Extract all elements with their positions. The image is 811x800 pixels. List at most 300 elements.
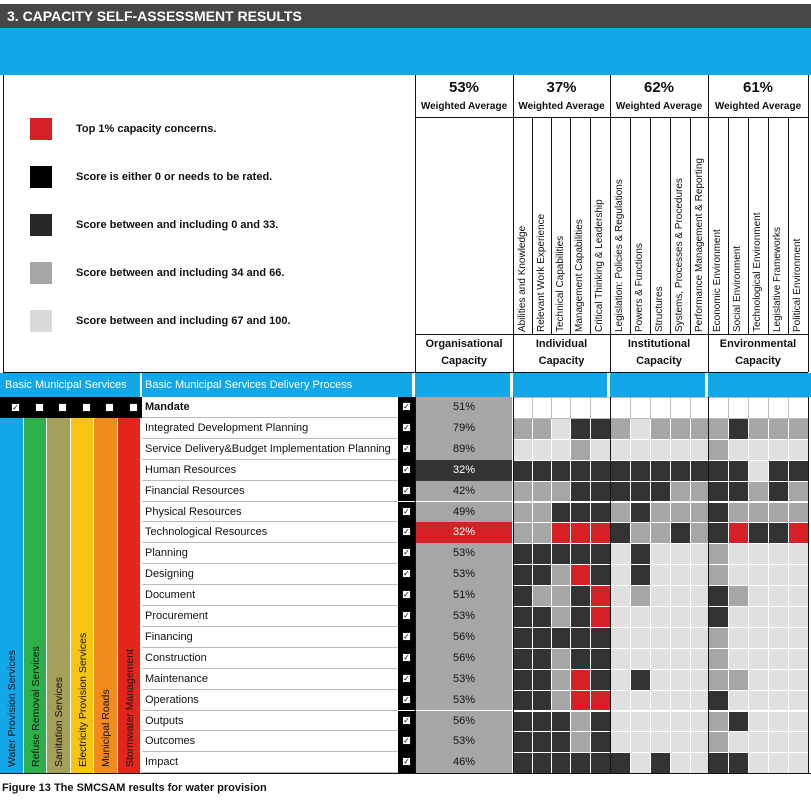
heatmap-cell bbox=[591, 398, 610, 418]
service-checkbox[interactable]: ✓ bbox=[12, 403, 19, 412]
service-label: Sanitation Services bbox=[53, 677, 65, 768]
heatmap-cell bbox=[709, 398, 728, 418]
process-label: Planning bbox=[145, 547, 188, 560]
header-line bbox=[708, 75, 709, 372]
heatmap-cell bbox=[611, 523, 630, 543]
organisational-score: 53% bbox=[416, 564, 512, 585]
heatmap-cell bbox=[514, 732, 532, 752]
heatmap-cell bbox=[533, 461, 551, 481]
process-label: Designing bbox=[145, 568, 194, 581]
heatmap-cell bbox=[709, 419, 728, 439]
heatmap-cell bbox=[691, 398, 708, 418]
grid-border bbox=[708, 397, 709, 773]
heatmap-cell bbox=[631, 691, 650, 711]
heatmap-cell bbox=[691, 461, 708, 481]
heatmap-cell bbox=[571, 670, 590, 690]
column-header: Structures bbox=[654, 286, 665, 332]
heatmap-cell bbox=[631, 670, 650, 690]
heatmap-cell bbox=[552, 440, 570, 460]
heatmap-cell bbox=[651, 544, 670, 564]
row-checkbox[interactable]: ✓ bbox=[403, 569, 410, 579]
group-weighted-average: 53% bbox=[448, 79, 480, 96]
heatmap-cell bbox=[671, 419, 690, 439]
heatmap-cell bbox=[631, 482, 650, 502]
heatmap-cell bbox=[514, 544, 532, 564]
heatmap-cell bbox=[651, 419, 670, 439]
heatmap-cell bbox=[514, 586, 532, 606]
row-checkbox[interactable]: ✓ bbox=[403, 464, 410, 474]
heatmap-cell bbox=[514, 440, 532, 460]
organisational-score: 53% bbox=[416, 669, 512, 690]
band-gap bbox=[412, 373, 415, 397]
heatmap-cell bbox=[651, 482, 670, 502]
heatmap-cell bbox=[749, 753, 768, 773]
heatmap-cell bbox=[533, 398, 551, 418]
heatmap-cell bbox=[709, 649, 728, 669]
column-header: Management Capabilities bbox=[574, 219, 585, 332]
heatmap-cell bbox=[571, 523, 590, 543]
column-header: Abilities and Knowledge bbox=[517, 225, 528, 332]
group-label: Capacity bbox=[538, 355, 585, 367]
column-header: Political Environment bbox=[792, 238, 803, 332]
service-bar[interactable] bbox=[94, 418, 117, 773]
heatmap-cell bbox=[671, 607, 690, 627]
service-label: Water Provision Services bbox=[6, 650, 18, 768]
heatmap-cell bbox=[691, 691, 708, 711]
heatmap-cell bbox=[749, 628, 768, 648]
heatmap-cell bbox=[671, 732, 690, 752]
column-divider bbox=[748, 117, 749, 334]
row-checkbox[interactable]: ✓ bbox=[403, 611, 410, 620]
heatmap-cell bbox=[671, 691, 690, 711]
group-weighted-average: 62% bbox=[643, 79, 675, 96]
heatmap-cell bbox=[611, 398, 630, 418]
heatmap-cell bbox=[514, 419, 532, 439]
row-checkbox[interactable]: ✓ bbox=[403, 590, 410, 600]
heatmap-cell bbox=[749, 461, 768, 481]
heatmap-cell bbox=[514, 670, 532, 690]
heatmap-cell bbox=[533, 753, 551, 773]
heatmap-cell bbox=[571, 440, 590, 460]
heatmap-cell bbox=[514, 712, 532, 732]
row-checkbox[interactable]: ✓ bbox=[403, 548, 410, 558]
heatmap-cell bbox=[651, 503, 670, 523]
legend-text: Score is either 0 or needs to be rated. bbox=[76, 171, 273, 183]
heatmap-cell bbox=[671, 523, 690, 543]
frame-line bbox=[3, 75, 4, 372]
row-checkbox[interactable]: ✓ bbox=[403, 506, 410, 516]
heatmap-cell bbox=[591, 482, 610, 502]
heatmap-cell bbox=[789, 503, 808, 523]
heatmap-cell bbox=[651, 440, 670, 460]
heatmap-cell bbox=[552, 670, 570, 690]
legend-swatch bbox=[30, 118, 52, 140]
legend-text: Score between and including 0 and 33. bbox=[76, 219, 279, 231]
process-label: Physical Resources bbox=[145, 505, 242, 518]
process-label: Impact bbox=[145, 756, 179, 769]
heatmap-cell bbox=[611, 544, 630, 564]
heatmap-cell bbox=[514, 482, 532, 502]
heatmap-cell bbox=[691, 712, 708, 732]
heatmap-cell bbox=[769, 440, 788, 460]
service-bar[interactable] bbox=[47, 418, 70, 773]
heatmap-cell bbox=[571, 398, 590, 418]
heatmap-cell bbox=[729, 712, 748, 732]
heatmap-cell bbox=[651, 586, 670, 606]
heatmap-cell bbox=[789, 440, 808, 460]
heatmap-cell bbox=[691, 628, 708, 648]
heatmap-cell bbox=[611, 503, 630, 523]
heatmap-cell bbox=[533, 628, 551, 648]
process-label: Outcomes bbox=[145, 735, 196, 748]
service-checkbox[interactable] bbox=[129, 403, 138, 412]
heatmap-cell bbox=[729, 398, 748, 418]
heatmap-cell bbox=[631, 586, 650, 606]
heatmap-cell bbox=[789, 565, 808, 585]
heatmap-cell bbox=[691, 565, 708, 585]
heatmap-cell bbox=[729, 607, 748, 627]
heatmap-cell bbox=[591, 670, 610, 690]
heatmap-cell bbox=[611, 691, 630, 711]
heatmap-cell bbox=[789, 544, 808, 564]
heatmap-cell bbox=[671, 398, 690, 418]
heatmap-cell bbox=[709, 565, 728, 585]
group-label: Capacity bbox=[636, 355, 682, 367]
heatmap-cell bbox=[591, 732, 610, 752]
heatmap-cell bbox=[709, 607, 728, 627]
organisational-score: 32% bbox=[416, 522, 512, 543]
heatmap-cell bbox=[651, 628, 670, 648]
heatmap-cell bbox=[651, 523, 670, 543]
heatmap-cell bbox=[789, 607, 808, 627]
organisational-score: 42% bbox=[416, 481, 512, 502]
heatmap-cell bbox=[651, 607, 670, 627]
heatmap-cell bbox=[533, 440, 551, 460]
heatmap-cell bbox=[769, 649, 788, 669]
heatmap-cell bbox=[671, 586, 690, 606]
heatmap-cell bbox=[729, 419, 748, 439]
heatmap-cell bbox=[749, 586, 768, 606]
grid-border bbox=[808, 397, 809, 773]
mandate-checkbox-bar bbox=[0, 397, 142, 418]
heatmap-cell bbox=[709, 482, 728, 502]
heatmap-cell bbox=[671, 544, 690, 564]
heatmap-cell bbox=[651, 732, 670, 752]
heatmap-cell bbox=[552, 565, 570, 585]
column-header: Legislation: Policies & Regulations bbox=[614, 179, 625, 332]
heatmap-cell bbox=[533, 586, 551, 606]
heatmap-cell bbox=[671, 712, 690, 732]
heatmap-cell bbox=[789, 586, 808, 606]
heatmap-cell bbox=[631, 712, 650, 732]
column-header: Critical Thinking & Leadership bbox=[594, 199, 605, 332]
process-label: Financing bbox=[145, 630, 193, 643]
heatmap-cell bbox=[749, 419, 768, 439]
heatmap-cell bbox=[533, 419, 551, 439]
band-gap bbox=[705, 373, 708, 397]
heatmap-cell bbox=[651, 398, 670, 418]
service-label: Stormwater Management bbox=[123, 649, 136, 768]
heatmap-cell bbox=[789, 523, 808, 543]
band-gap bbox=[140, 373, 142, 397]
heatmap-cell bbox=[552, 691, 570, 711]
heatmap-cell bbox=[749, 565, 768, 585]
heatmap-cell bbox=[691, 670, 708, 690]
organisational-score: 46% bbox=[416, 752, 512, 773]
grid-border bbox=[0, 773, 811, 774]
legend-swatch bbox=[30, 262, 52, 284]
row-checkbox[interactable]: ✓ bbox=[403, 443, 410, 453]
legend-text: Score between and including 67 and 100. bbox=[76, 315, 291, 327]
heatmap-cell bbox=[571, 461, 590, 481]
service-bar[interactable] bbox=[118, 418, 141, 773]
service-checkbox[interactable] bbox=[82, 403, 91, 412]
heatmap-cell bbox=[789, 419, 808, 439]
process-label: Maintenance bbox=[145, 672, 208, 685]
heatmap-cell bbox=[631, 461, 650, 481]
group-weighted-average: 61% bbox=[742, 79, 774, 96]
service-bar[interactable] bbox=[0, 418, 23, 773]
group-label: Capacity bbox=[735, 355, 781, 367]
heatmap-cell bbox=[729, 732, 748, 752]
heatmap-cell bbox=[749, 440, 768, 460]
heatmap-cell bbox=[651, 691, 670, 711]
heatmap-cell bbox=[514, 691, 532, 711]
heatmap-cell bbox=[552, 712, 570, 732]
heatmap-cell bbox=[514, 628, 532, 648]
heatmap-cell bbox=[691, 586, 708, 606]
heatmap-cell bbox=[552, 586, 570, 606]
heatmap-cell bbox=[631, 523, 650, 543]
heatmap-cell bbox=[571, 565, 590, 585]
column-divider bbox=[650, 117, 651, 334]
grid-border bbox=[610, 397, 611, 773]
heatmap-cell bbox=[769, 461, 788, 481]
heatmap-cell bbox=[591, 628, 610, 648]
heatmap-cell bbox=[709, 670, 728, 690]
heatmap-cell bbox=[789, 691, 808, 711]
process-label: Financial Resources bbox=[145, 484, 245, 497]
heatmap-cell bbox=[671, 670, 690, 690]
heatmap-cell bbox=[729, 565, 748, 585]
organisational-score: 53% bbox=[416, 731, 512, 752]
heatmap-cell bbox=[729, 670, 748, 690]
heatmap-cell bbox=[631, 649, 650, 669]
heatmap-cell bbox=[611, 732, 630, 752]
heatmap-cell bbox=[611, 419, 630, 439]
heatmap-cell bbox=[749, 482, 768, 502]
heatmap-cell bbox=[691, 544, 708, 564]
organisational-score: 79% bbox=[416, 418, 512, 439]
heatmap-cell bbox=[591, 544, 610, 564]
service-checkbox[interactable] bbox=[58, 403, 67, 412]
heatmap-cell bbox=[631, 544, 650, 564]
heatmap-cell bbox=[552, 544, 570, 564]
grid-border bbox=[513, 397, 514, 773]
heatmap-cell bbox=[789, 482, 808, 502]
heatmap-cell bbox=[514, 649, 532, 669]
heatmap-cell bbox=[591, 691, 610, 711]
heatmap-cell bbox=[709, 523, 728, 543]
organisational-score: 51% bbox=[416, 585, 512, 606]
heatmap-cell bbox=[769, 712, 788, 732]
heatmap-cell bbox=[671, 440, 690, 460]
heatmap-cell bbox=[749, 712, 768, 732]
process-label: Operations bbox=[145, 693, 199, 706]
heatmap-cell bbox=[571, 607, 590, 627]
heatmap-cell bbox=[631, 440, 650, 460]
heatmap-cell bbox=[769, 753, 788, 773]
process-label: Human Resources bbox=[145, 463, 237, 476]
column-divider bbox=[590, 117, 591, 334]
organisational-score: 53% bbox=[416, 690, 512, 711]
heatmap-cell bbox=[769, 398, 788, 418]
heatmap-cell bbox=[769, 482, 788, 502]
row-checkbox[interactable]: ✓ bbox=[403, 485, 410, 495]
row-checkbox[interactable]: ✓ bbox=[403, 527, 410, 537]
heatmap-cell bbox=[789, 712, 808, 732]
heatmap-cell bbox=[533, 712, 551, 732]
heatmap-cell bbox=[789, 398, 808, 418]
column-divider bbox=[630, 117, 631, 334]
heatmap-cell bbox=[533, 670, 551, 690]
row-checkbox[interactable]: ✓ bbox=[403, 757, 410, 767]
heatmap-cell bbox=[769, 607, 788, 627]
heatmap-cell bbox=[749, 732, 768, 752]
heatmap-cell bbox=[552, 419, 570, 439]
heatmap-cell bbox=[651, 461, 670, 481]
column-divider bbox=[551, 117, 552, 334]
heatmap-cell bbox=[514, 607, 532, 627]
heatmap-cell bbox=[611, 482, 630, 502]
column-divider bbox=[690, 117, 691, 334]
legend-swatch bbox=[30, 310, 52, 332]
heatmap-cell bbox=[789, 670, 808, 690]
column-header: Powers & Functions bbox=[634, 243, 645, 332]
heatmap-cell bbox=[651, 649, 670, 669]
heatmap-cell bbox=[533, 523, 551, 543]
service-bar[interactable] bbox=[71, 418, 94, 773]
legend-swatch bbox=[30, 166, 52, 188]
heatmap-cell bbox=[749, 670, 768, 690]
heatmap-cell bbox=[671, 461, 690, 481]
heatmap-cell bbox=[571, 586, 590, 606]
heatmap-cell bbox=[611, 649, 630, 669]
grid-border bbox=[415, 397, 416, 773]
heatmap-cell bbox=[769, 670, 788, 690]
row-checkbox[interactable]: ✓ bbox=[403, 673, 410, 683]
heatmap-cell bbox=[709, 544, 728, 564]
organisational-score: 89% bbox=[416, 439, 512, 460]
heatmap-cell bbox=[749, 649, 768, 669]
heatmap-cell bbox=[571, 482, 590, 502]
heatmap-cell bbox=[571, 753, 590, 773]
heatmap-cell bbox=[631, 503, 650, 523]
heatmap-cell bbox=[709, 732, 728, 752]
process-label: Mandate bbox=[145, 401, 190, 413]
header-line bbox=[808, 75, 809, 372]
header-line bbox=[415, 75, 416, 372]
header-line bbox=[513, 75, 514, 372]
heatmap-cell bbox=[533, 732, 551, 752]
process-header: Basic Municipal Services Delivery Process bbox=[145, 379, 353, 391]
service-label: Electricity Provision Services bbox=[76, 632, 89, 768]
heatmap-cell bbox=[769, 503, 788, 523]
group-label: Individual bbox=[535, 338, 588, 350]
row-checkbox[interactable]: ✓ bbox=[403, 652, 410, 662]
heatmap-cell bbox=[591, 712, 610, 732]
heatmap-cell bbox=[709, 440, 728, 460]
row-checkbox[interactable]: ✓ bbox=[403, 715, 410, 725]
heatmap-cell bbox=[709, 503, 728, 523]
heatmap-cell bbox=[749, 398, 768, 418]
heatmap-cell bbox=[571, 732, 590, 752]
heatmap-cell bbox=[749, 691, 768, 711]
row-checkbox[interactable]: ✓ bbox=[403, 631, 410, 641]
heatmap-cell bbox=[769, 419, 788, 439]
heatmap-cell bbox=[709, 712, 728, 732]
heatmap-cell bbox=[552, 753, 570, 773]
heatmap-cell bbox=[691, 607, 708, 627]
heatmap-cell bbox=[591, 440, 610, 460]
heatmap-cell bbox=[709, 691, 728, 711]
organisational-score: 53% bbox=[416, 543, 512, 564]
row-checkbox[interactable]: ✓ bbox=[403, 694, 410, 704]
row-checkbox[interactable]: ✓ bbox=[403, 736, 410, 746]
heatmap-cell bbox=[631, 753, 650, 773]
row-checkbox[interactable]: ✓ bbox=[403, 402, 410, 411]
legend-swatch bbox=[30, 214, 52, 236]
heatmap-cell bbox=[611, 565, 630, 585]
heatmap-cell bbox=[631, 628, 650, 648]
heatmap-cell bbox=[552, 461, 570, 481]
column-header: Legislative Frameworks bbox=[772, 226, 783, 332]
organisational-score: 49% bbox=[416, 502, 512, 523]
heatmap-cell bbox=[729, 440, 748, 460]
service-checkbox[interactable] bbox=[35, 403, 44, 412]
heatmap-cell bbox=[691, 523, 708, 543]
column-divider bbox=[728, 117, 729, 334]
process-label: Procurement bbox=[145, 610, 208, 622]
heatmap-cell bbox=[611, 607, 630, 627]
column-header: Economic Environment bbox=[712, 229, 723, 332]
heatmap-cell bbox=[611, 753, 630, 773]
group-label: Environmental bbox=[719, 338, 797, 350]
column-header: Relevant Work Experience bbox=[536, 213, 547, 332]
heatmap-cell bbox=[749, 523, 768, 543]
heatmap-cell bbox=[611, 586, 630, 606]
heatmap-cell bbox=[591, 607, 610, 627]
service-bar[interactable] bbox=[24, 418, 47, 773]
organisational-score: 53% bbox=[416, 606, 512, 627]
heatmap-cell bbox=[552, 732, 570, 752]
heatmap-cell bbox=[769, 586, 788, 606]
group-label: Institutional bbox=[627, 338, 691, 350]
heatmap-cell bbox=[552, 398, 570, 418]
heatmap-cell bbox=[552, 523, 570, 543]
heatmap-cell bbox=[571, 628, 590, 648]
heatmap-cell bbox=[709, 461, 728, 481]
column-header: Technical Capabilities bbox=[555, 235, 566, 332]
row-checkbox[interactable]: ✓ bbox=[403, 422, 410, 432]
services-header: Basic Municipal Services bbox=[5, 379, 127, 391]
heatmap-cell bbox=[789, 753, 808, 773]
heatmap-cell bbox=[631, 398, 650, 418]
service-checkbox[interactable] bbox=[105, 403, 114, 412]
heatmap-cell bbox=[749, 544, 768, 564]
heatmap-cell bbox=[611, 628, 630, 648]
heatmap-cell bbox=[729, 649, 748, 669]
